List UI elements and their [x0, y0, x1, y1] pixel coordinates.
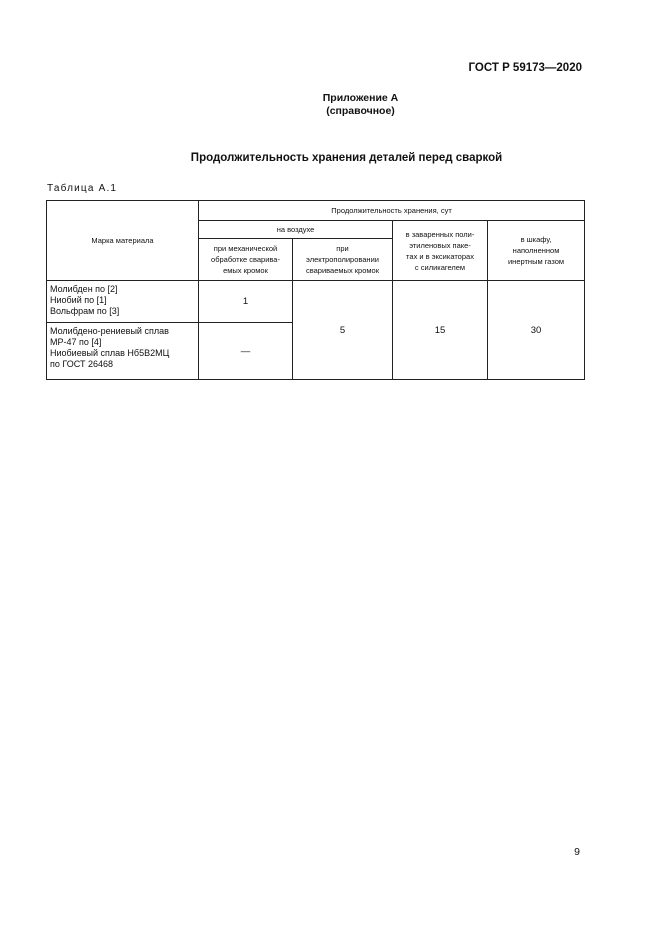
- table-label: Таблица А.1: [47, 183, 118, 194]
- cabinet-value: 30: [488, 281, 585, 380]
- header-bags-line: этиленовых паке-: [409, 240, 471, 250]
- header-mechanical: [199, 239, 293, 281]
- material-item: МР-47 по [4]: [50, 337, 102, 347]
- mech-value: —: [199, 323, 293, 380]
- mech-value: 1: [199, 281, 293, 323]
- header-electro-line: при: [336, 244, 349, 253]
- header-electro-line: свариваемых кромок: [305, 266, 380, 275]
- header-cabinet-line: в шкафу,: [520, 235, 552, 244]
- annex-subtitle: (справочное): [326, 105, 395, 117]
- standard-code: ГОСТ Р 59173—2020: [468, 62, 582, 74]
- header-mech-line: емых кромок: [223, 266, 268, 275]
- page-number: 9: [574, 846, 580, 858]
- header-bags-line: тах и в эксикаторах: [406, 251, 474, 261]
- annex-title: Приложение А: [322, 92, 399, 104]
- header-material: Марка материала: [47, 201, 199, 281]
- header-bags-line: с силикагелем: [414, 262, 466, 272]
- annex-heading: [0, 92, 661, 118]
- material-item: Молибден по [2]: [50, 284, 118, 294]
- header-electropolishing: [293, 239, 393, 281]
- header-cabinet-line: наполненном: [512, 246, 560, 255]
- storage-duration-table: [46, 200, 585, 380]
- material-item: Ниобий по [1]: [50, 295, 107, 305]
- table-row: [47, 281, 585, 323]
- header-duration: Продолжительность хранения, сут: [199, 201, 585, 221]
- section-title-text: Продолжительность хранения деталей перед сваркой: [190, 152, 503, 164]
- header-cabinet-line: инертным газом: [507, 257, 565, 266]
- header-sealed-bags: [393, 221, 488, 281]
- header-mech-line: при механической: [213, 244, 278, 253]
- header-in-air: на воздухе: [199, 221, 393, 239]
- header-electro-line: электрополировании: [306, 255, 379, 264]
- header-bags-line: в заваренных поли-: [405, 229, 475, 239]
- header-inert-cabinet: [488, 221, 585, 281]
- material-item: по ГОСТ 26468: [50, 359, 113, 369]
- material-item: Вольфрам по [3]: [50, 306, 120, 316]
- materials-cell: [47, 323, 199, 380]
- materials-cell: [47, 281, 199, 323]
- bags-value: 15: [393, 281, 488, 380]
- section-title: [0, 152, 661, 164]
- material-item: Молибдено-рениевый сплав: [50, 326, 169, 336]
- header-mech-line: обработке сварива-: [211, 255, 280, 264]
- electro-value: 5: [293, 281, 393, 380]
- material-item: Ниобиевый сплав Нб5В2МЦ: [50, 348, 170, 358]
